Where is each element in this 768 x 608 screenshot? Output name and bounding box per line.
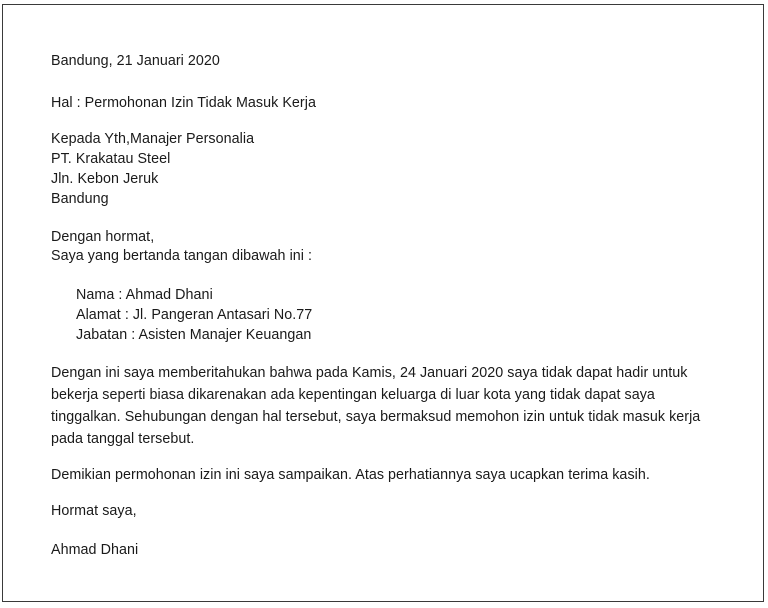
recipient-line: Jln. Kebon Jeruk [51, 171, 159, 187]
identity-name: Nama : Ahmad Dhani [76, 287, 213, 303]
body-line: Dengan ini saya memberitahukan bahwa pada Kamis, 24 Januari 2020 saya tidak dapat hadir untuk [51, 365, 688, 381]
identity-address: Alamat : Jl. Pangeran Antasari No.77 [76, 307, 313, 323]
intro-line: Saya yang bertanda tangan dibawah ini : [51, 248, 313, 264]
body-line: pada tanggal tersebut. [51, 431, 195, 447]
signoff: Hormat saya, [51, 503, 137, 519]
signature-name: Ahmad Dhani [51, 542, 139, 558]
identity-position: Jabatan : Asisten Manajer Keuangan [76, 327, 312, 343]
recipient-line: Kepada Yth,Manajer Personalia [51, 131, 255, 147]
letter-subject: Hal : Permohonan Izin Tidak Masuk Kerja [51, 95, 316, 111]
closing-line: Demikian permohonan izin ini saya sampaikan. Atas perhatiannya saya ucapkan terima kasih. [51, 467, 650, 483]
body-line: tinggalkan. Sehubungan dengan hal tersebut, saya bermaksud memohon izin untuk tidak masuk kerja [51, 409, 701, 425]
letter-date: Bandung, 21 Januari 2020 [51, 53, 220, 69]
greeting: Dengan hormat, [51, 229, 155, 245]
letter-page [2, 4, 764, 602]
recipient-line: Bandung [51, 191, 109, 207]
body-line: bekerja seperti biasa dikarenakan ada kepentingan keluarga di luar kota yang tidak dapat saya [51, 387, 655, 403]
recipient-line: PT. Krakatau Steel [51, 151, 171, 167]
